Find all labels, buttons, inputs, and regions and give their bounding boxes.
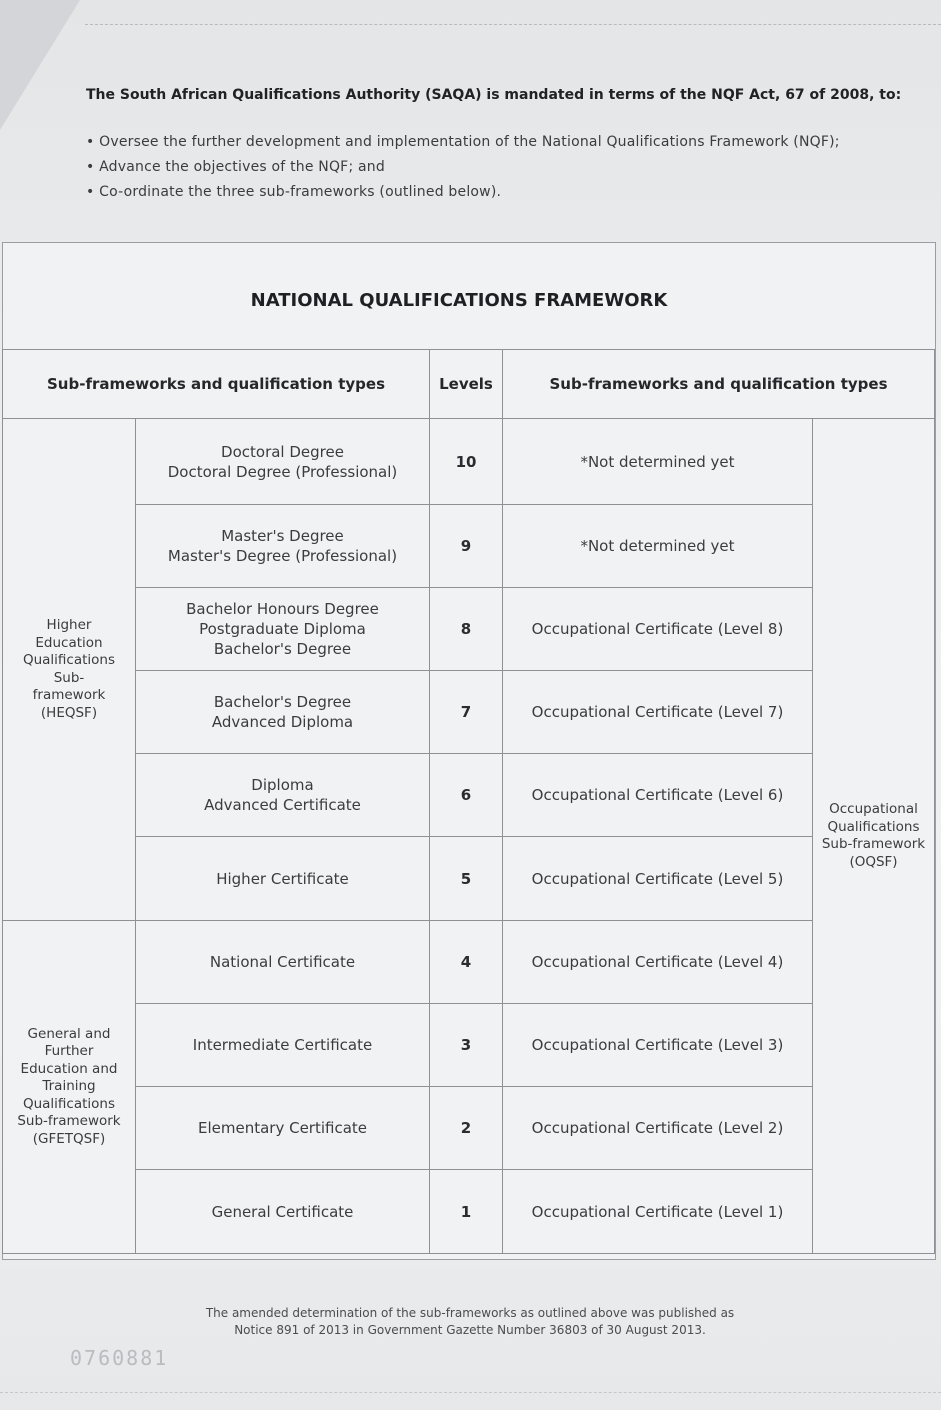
occupational-cell: Occupational Certificate (Level 2) (503, 1087, 813, 1170)
heqsf-cell (3, 419, 136, 921)
gfetqsf-label: Sub-framework (17, 1113, 121, 1130)
qualification-cell (136, 419, 430, 505)
qualification-name: General Certificate (211, 1202, 354, 1221)
oqsf-label: Qualifications (827, 818, 920, 835)
oqsf-label: Sub-framework (821, 836, 926, 852)
heqsf-label: framework (32, 687, 106, 703)
heqsf-label: Higher (46, 617, 92, 633)
page-corner-fold (0, 0, 80, 130)
footnote-line: Notice 891 of 2013 in Government Gazette Number 36803 of 30 August 2013. (234, 1323, 706, 1337)
level-cell: 1 (430, 1170, 503, 1254)
heqsf-label: Qualifications (22, 652, 116, 668)
oqsf-label: Occupational (829, 801, 918, 817)
nqf-table (2, 349, 935, 1254)
bottom-divider (0, 1392, 941, 1393)
nqf-title: NATIONAL QUALIFICATIONS FRAMEWORK (250, 290, 668, 311)
qualification-name: Advanced Diploma (211, 713, 354, 731)
table-row (3, 754, 935, 837)
gfetqsf-label: Further (44, 1043, 94, 1060)
qualification-cell (136, 837, 430, 921)
qualification-name: Intermediate Certificate (192, 1036, 373, 1054)
occupational-cell: *Not determined yet (503, 419, 813, 505)
occupational-cell: Occupational Certificate (Level 1) (503, 1170, 813, 1254)
occupational-cell: Occupational Certificate (Level 7) (503, 671, 813, 754)
oqsf-cell (813, 419, 935, 1254)
occupational-cell: Occupational Certificate (Level 8) (503, 588, 813, 671)
mandate-item: • Oversee the further development and implementation of the National Qualifications Framework (NQF); (86, 130, 840, 155)
gfetqsf-cell (3, 921, 136, 1254)
qualification-cell (136, 671, 430, 754)
level-cell: 10 (430, 419, 503, 505)
header-row (3, 350, 935, 419)
serial-stamp: 0760881 (70, 1346, 169, 1370)
qualification-name: Master's Degree (221, 527, 344, 545)
gfetqsf-label: Qualifications (22, 1095, 116, 1112)
qualification-cell (136, 505, 430, 588)
qualification-cell (136, 1170, 430, 1254)
table-row (3, 921, 935, 1004)
gfetqsf-label: (GFETQSF) (32, 1130, 106, 1147)
level-cell: 3 (430, 1004, 503, 1087)
qualification-name: Bachelor's Degree (213, 640, 352, 658)
occupational-cell: Occupational Certificate (Level 5) (503, 837, 813, 921)
qualification-cell (136, 588, 430, 671)
occupational-cell: Occupational Certificate (Level 6) (503, 754, 813, 837)
table-row (3, 671, 935, 754)
table-row (3, 588, 935, 671)
mandate-item: • Advance the objectives of the NQF; and (86, 155, 840, 180)
qualification-name: Advanced Certificate (204, 796, 361, 814)
heqsf-label: Education (35, 634, 103, 651)
qualification-name: Postgraduate Diploma (199, 620, 366, 638)
level-cell: 6 (430, 754, 503, 837)
table-row (3, 419, 935, 505)
intro-heading: The South African Qualifications Authority (SAQA) is mandated in terms of the NQF Act, 67 of 2008, to: (86, 87, 902, 103)
qualification-name: Diploma (251, 776, 314, 794)
left-header: Sub-frameworks and qualification types (3, 350, 430, 419)
qualification-name: Bachelor's Degree (213, 693, 352, 711)
level-cell: 5 (430, 837, 503, 921)
qualification-cell (136, 1087, 430, 1170)
level-cell: 7 (430, 671, 503, 754)
occupational-cell: Occupational Certificate (Level 3) (503, 1004, 813, 1087)
table-row (3, 1170, 935, 1254)
mandate-list (86, 130, 840, 205)
qualification-name: Master's Degree (Professional) (167, 547, 398, 565)
occupational-cell: *Not determined yet (503, 505, 813, 588)
qualification-name: Higher Certificate (216, 869, 349, 888)
gfetqsf-label: Education and (20, 1060, 118, 1077)
level-cell: 8 (430, 588, 503, 671)
qualification-name: Elementary Certificate (197, 1119, 368, 1137)
table-row (3, 1087, 935, 1170)
qualification-cell (136, 1004, 430, 1087)
footnote (120, 1305, 820, 1339)
mandate-item: • Co-ordinate the three sub-frameworks (outlined below). (86, 180, 840, 205)
gfetqsf-label: Training (42, 1078, 96, 1095)
qualification-name: National Certificate (209, 953, 356, 971)
table-row (3, 505, 935, 588)
level-cell: 9 (430, 505, 503, 588)
top-divider (85, 24, 941, 25)
level-cell: 4 (430, 921, 503, 1004)
qualification-name: Bachelor Honours Degree (186, 600, 379, 618)
footnote-line: The amended determination of the sub-frameworks as outlined above was published as (205, 1306, 735, 1320)
qualification-name: Doctoral Degree (221, 442, 344, 461)
occupational-cell: Occupational Certificate (Level 4) (503, 921, 813, 1004)
qualification-name: Doctoral Degree (Professional) (167, 462, 398, 481)
levels-header: Levels (430, 350, 503, 419)
gfetqsf-label: General and (27, 1025, 111, 1042)
right-header: Sub-frameworks and qualification types (503, 350, 935, 419)
qualification-cell (136, 754, 430, 837)
qualification-cell (136, 921, 430, 1004)
heqsf-label: (HEQSF) (40, 704, 98, 721)
level-cell: 2 (430, 1087, 503, 1170)
table-row (3, 1004, 935, 1087)
oqsf-label: (OQSF) (849, 853, 898, 870)
heqsf-label: Sub- (53, 669, 85, 686)
table-row (3, 837, 935, 921)
